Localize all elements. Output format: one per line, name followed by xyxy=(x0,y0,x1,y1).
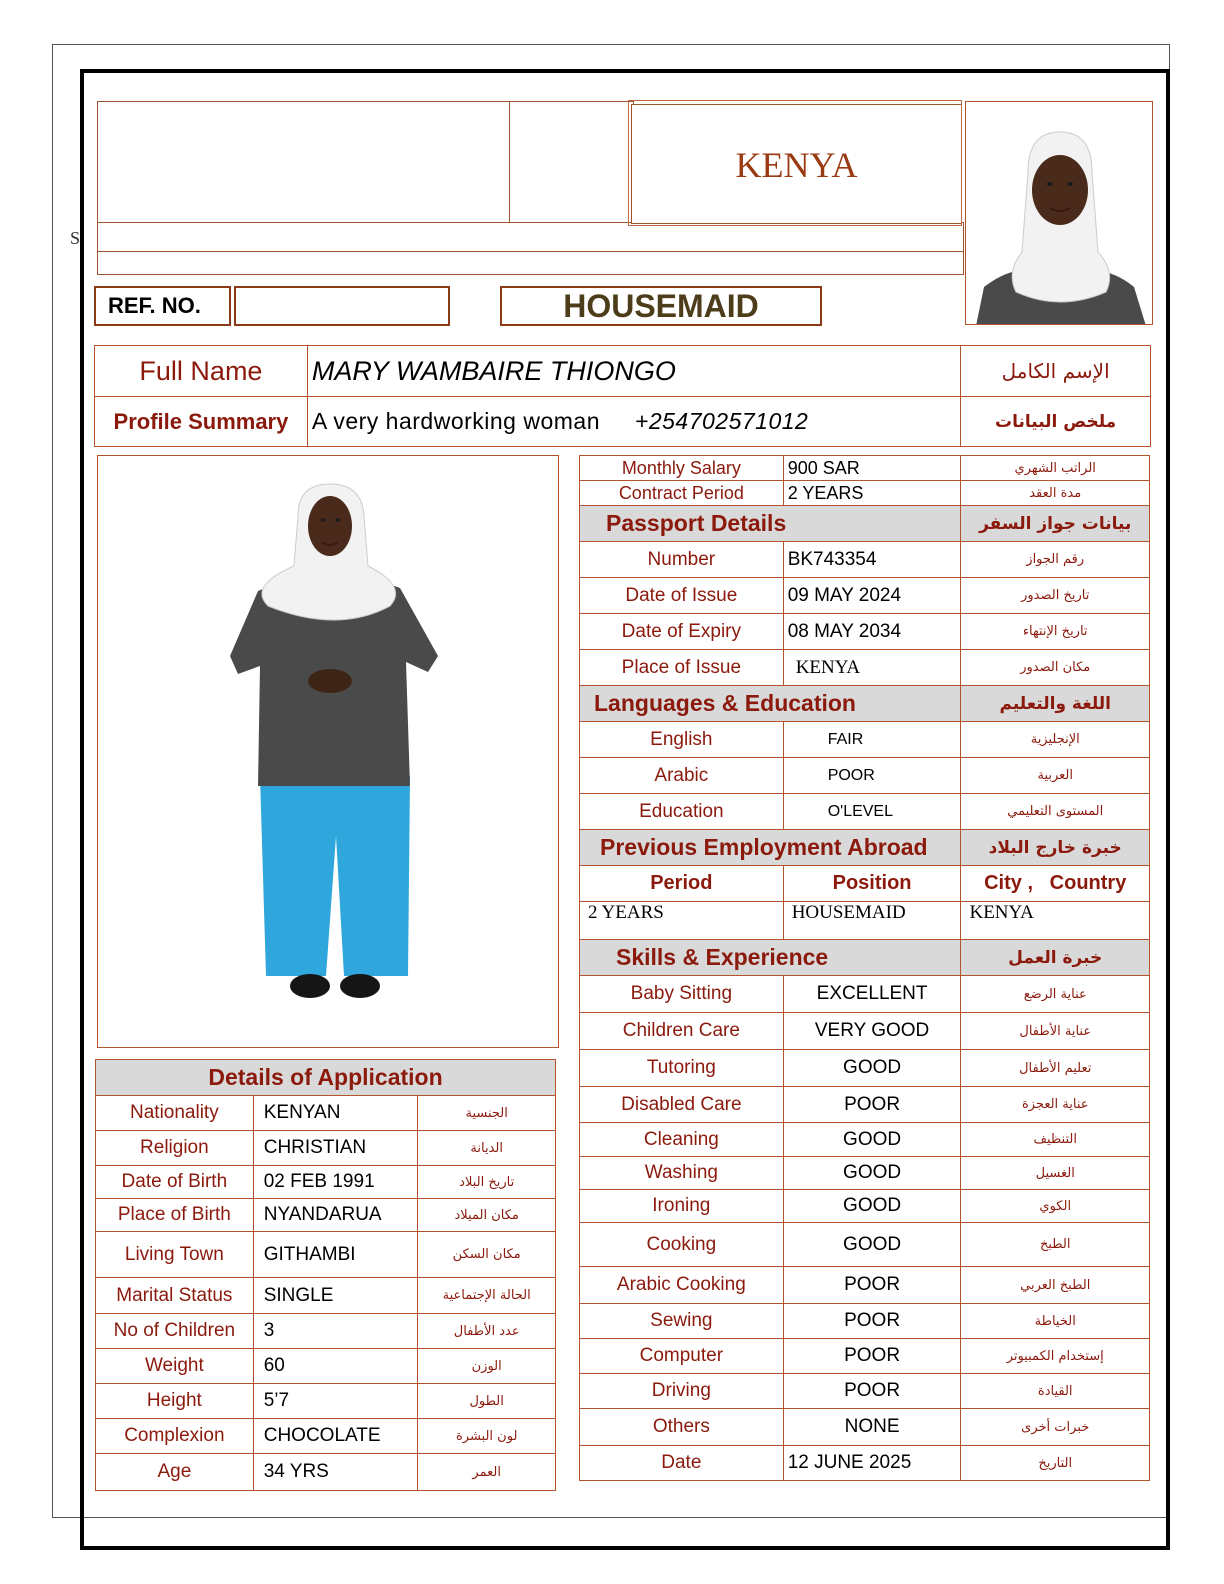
application-label: Religion xyxy=(96,1131,254,1166)
application-value: 5’7 xyxy=(253,1384,418,1419)
application-value: SINGLE xyxy=(253,1278,418,1314)
passport-label: Date of Expiry xyxy=(580,614,784,650)
application-label: Age xyxy=(96,1454,254,1491)
language-value: FAIR xyxy=(783,722,961,758)
position-box xyxy=(500,286,822,326)
contract-arabic: مدة العقد xyxy=(961,481,1150,506)
application-value: CHOCOLATE xyxy=(253,1419,418,1454)
skill-value: POOR xyxy=(783,1339,961,1374)
skill-value: GOOD xyxy=(783,1050,961,1087)
application-label: Place of Birth xyxy=(96,1199,254,1232)
application-label: Weight xyxy=(96,1349,254,1384)
contract-label: Monthly Salary xyxy=(580,456,784,481)
country-box-shadow xyxy=(628,100,962,226)
application-row xyxy=(96,1166,556,1199)
ref-value-field xyxy=(234,286,450,326)
skill-value: POOR xyxy=(783,1304,961,1339)
passport-title: Passport Details xyxy=(580,506,961,542)
country-title: KENYA xyxy=(735,145,858,185)
language-label: English xyxy=(580,722,784,758)
language-row xyxy=(580,722,1150,758)
passport-arabic: تاريخ الصدور xyxy=(961,578,1150,614)
position-title: HOUSEMAID xyxy=(563,288,759,324)
application-value: GITHAMBI xyxy=(253,1232,418,1278)
skill-row xyxy=(580,1223,1150,1267)
passport-arabic: رقم الجواز xyxy=(961,542,1150,578)
skills-header-row xyxy=(580,940,1150,976)
passport-row xyxy=(580,650,1150,686)
skill-arabic: عناية العجزة xyxy=(961,1087,1150,1123)
skill-arabic: عناية الأطفال xyxy=(961,1013,1150,1050)
skill-arabic: الخياطة xyxy=(961,1304,1150,1339)
skill-row xyxy=(580,1409,1150,1446)
contract-row xyxy=(580,456,1150,481)
passport-row xyxy=(580,614,1150,650)
skill-label: Arabic Cooking xyxy=(580,1267,784,1304)
contract-row xyxy=(580,481,1150,506)
skill-value: GOOD xyxy=(783,1157,961,1190)
skill-value: GOOD xyxy=(783,1223,961,1267)
skill-arabic: التاريخ xyxy=(961,1446,1150,1481)
application-arabic: لون البشرة xyxy=(418,1419,556,1454)
application-arabic: الجنسية xyxy=(418,1096,556,1131)
passport-header-row xyxy=(580,506,1150,542)
employment-col-city: City , Country xyxy=(961,866,1150,902)
skill-value: POOR xyxy=(783,1267,961,1304)
employment-header-row xyxy=(580,830,1150,866)
application-value: 60 xyxy=(253,1349,418,1384)
skill-label: Baby Sitting xyxy=(580,976,784,1013)
application-label: Date of Birth xyxy=(96,1166,254,1199)
skill-row xyxy=(580,1157,1150,1190)
skill-label: Driving xyxy=(580,1374,784,1409)
skill-value: GOOD xyxy=(783,1123,961,1157)
application-header-row xyxy=(96,1060,556,1096)
header-strip-1 xyxy=(97,222,964,252)
skill-row xyxy=(580,1374,1150,1409)
application-value: KENYAN xyxy=(253,1096,418,1131)
application-label: Height xyxy=(96,1384,254,1419)
contract-value: 900 SAR xyxy=(783,456,961,481)
profile-table xyxy=(94,345,1151,447)
passport-title-arabic: بيانات جواز السفر xyxy=(961,506,1150,542)
application-value: 34 YRS xyxy=(253,1454,418,1491)
passport-row xyxy=(580,578,1150,614)
header-strip-2 xyxy=(97,251,964,275)
summary-row xyxy=(95,397,1151,447)
application-arabic: الوزن xyxy=(418,1349,556,1384)
skill-label: Children Care xyxy=(580,1013,784,1050)
skill-value: EXCELLENT xyxy=(783,976,961,1013)
application-table xyxy=(95,1059,556,1491)
skill-row xyxy=(580,1013,1150,1050)
skill-label: Disabled Care xyxy=(580,1087,784,1123)
full-name-value: MARY WAMBAIRE THIONGO xyxy=(307,346,960,397)
skill-row xyxy=(580,1050,1150,1087)
ref-label: REF. NO. xyxy=(108,293,201,318)
application-arabic: عدد الأطفال xyxy=(418,1314,556,1349)
language-label: Arabic xyxy=(580,758,784,794)
application-arabic: مكان الميلاد xyxy=(418,1199,556,1232)
employment-columns-row xyxy=(580,866,1150,902)
skill-label: Cooking xyxy=(580,1223,784,1267)
employment-city: KENYA xyxy=(961,902,1150,940)
logo-box-left xyxy=(97,101,510,223)
application-arabic: الديانة xyxy=(418,1131,556,1166)
languages-title-arabic: اللغة والتعليم xyxy=(961,686,1150,722)
application-value: NYANDARUA xyxy=(253,1199,418,1232)
language-value: POOR xyxy=(783,758,961,794)
details-right-table xyxy=(579,455,1150,1481)
skill-row xyxy=(580,1267,1150,1304)
skill-label: Washing xyxy=(580,1157,784,1190)
skills-title: Skills & Experience xyxy=(580,940,961,976)
summary-text: A very hardworking woman xyxy=(311,408,600,434)
application-label: No of Children xyxy=(96,1314,254,1349)
full-name-row xyxy=(95,346,1151,397)
skill-row xyxy=(580,1339,1150,1374)
language-arabic: الإنجليزية xyxy=(961,722,1150,758)
application-label: Nationality xyxy=(96,1096,254,1131)
employment-period: 2 YEARS xyxy=(580,902,784,940)
passport-label: Number xyxy=(580,542,784,578)
application-arabic: الطول xyxy=(418,1384,556,1419)
skill-arabic: الغسيل xyxy=(961,1157,1150,1190)
skill-row xyxy=(580,976,1150,1013)
employment-title: Previous Employment Abroad xyxy=(580,830,961,866)
phone-number: +254702571012 xyxy=(634,408,809,434)
application-arabic: مكان السكن xyxy=(418,1232,556,1278)
application-row xyxy=(96,1199,556,1232)
skill-value: VERY GOOD xyxy=(783,1013,961,1050)
language-value: O'LEVEL xyxy=(783,794,961,830)
application-arabic: تاريخ البلاد xyxy=(418,1166,556,1199)
contract-label: Contract Period xyxy=(580,481,784,506)
summary-arabic: ملخص البيانات xyxy=(961,397,1151,447)
passport-label: Place of Issue xyxy=(580,650,784,686)
summary-cell xyxy=(307,397,960,447)
skill-arabic: عناية الرضع xyxy=(961,976,1150,1013)
application-title: Details of Application xyxy=(96,1060,556,1096)
language-row xyxy=(580,758,1150,794)
employment-row xyxy=(580,902,1150,940)
contract-arabic: الراتب الشهري xyxy=(961,456,1150,481)
full-body-photo xyxy=(97,455,559,1048)
application-row xyxy=(96,1349,556,1384)
skill-label: Sewing xyxy=(580,1304,784,1339)
skill-row xyxy=(580,1304,1150,1339)
application-label: Complexion xyxy=(96,1419,254,1454)
application-value: CHRISTIAN xyxy=(253,1131,418,1166)
passport-label: Date of Issue xyxy=(580,578,784,614)
languages-title: Languages & Education xyxy=(580,686,961,722)
language-arabic: المستوى التعليمي xyxy=(961,794,1150,830)
application-arabic: الحالة الإجتماعية xyxy=(418,1278,556,1314)
skill-label: Cleaning xyxy=(580,1123,784,1157)
employment-col-position: Position xyxy=(783,866,961,902)
application-row xyxy=(96,1131,556,1166)
skill-value: GOOD xyxy=(783,1190,961,1223)
application-row xyxy=(96,1314,556,1349)
skill-row xyxy=(580,1190,1150,1223)
skill-row xyxy=(580,1123,1150,1157)
full-body-illustration xyxy=(98,456,558,1047)
full-name-arabic: الإسم الكامل xyxy=(961,346,1151,397)
skill-row xyxy=(580,1446,1150,1481)
skill-arabic: الطبخ العربي xyxy=(961,1267,1150,1304)
skill-value: NONE xyxy=(783,1409,961,1446)
employment-position: HOUSEMAID xyxy=(783,902,961,940)
passport-value: 09 MAY 2024 xyxy=(783,578,961,614)
skill-value: 12 JUNE 2025 xyxy=(783,1446,961,1481)
skill-value: POOR xyxy=(783,1087,961,1123)
passport-value: KENYA xyxy=(783,650,961,686)
right-table-body xyxy=(580,456,1150,1481)
application-row xyxy=(96,1419,556,1454)
portrait-photo xyxy=(965,101,1153,325)
passport-value: 08 MAY 2034 xyxy=(783,614,961,650)
skill-label: Date xyxy=(580,1446,784,1481)
summary-label: Profile Summary xyxy=(95,397,308,447)
skill-arabic: القيادة xyxy=(961,1374,1150,1409)
passport-arabic: تاريخ الإنتهاء xyxy=(961,614,1150,650)
logo-box-middle xyxy=(509,101,634,223)
full-name-label: Full Name xyxy=(95,346,308,397)
application-table-body xyxy=(96,1096,556,1491)
language-row xyxy=(580,794,1150,830)
application-arabic: العمر xyxy=(418,1454,556,1491)
passport-row xyxy=(580,542,1150,578)
skill-row xyxy=(580,1087,1150,1123)
skill-label: Tutoring xyxy=(580,1050,784,1087)
application-row xyxy=(96,1384,556,1419)
employment-title-arabic: خبرة خارج البلاد xyxy=(961,830,1150,866)
language-arabic: العربية xyxy=(961,758,1150,794)
passport-value: BK743354 xyxy=(783,542,961,578)
skill-arabic: الطبخ xyxy=(961,1223,1150,1267)
portrait-illustration xyxy=(966,102,1153,325)
skill-value: POOR xyxy=(783,1374,961,1409)
language-label: Education xyxy=(580,794,784,830)
application-row xyxy=(96,1232,556,1278)
skill-label: Computer xyxy=(580,1339,784,1374)
skills-title-arabic: خبرة العمل xyxy=(961,940,1150,976)
application-label: Living Town xyxy=(96,1232,254,1278)
application-row xyxy=(96,1096,556,1131)
skill-label: Others xyxy=(580,1409,784,1446)
contract-value: 2 YEARS xyxy=(783,481,961,506)
languages-header-row xyxy=(580,686,1150,722)
ref-label-box xyxy=(94,286,231,326)
skill-label: Ironing xyxy=(580,1190,784,1223)
application-label: Marital Status xyxy=(96,1278,254,1314)
skill-arabic: خبرات أخرى xyxy=(961,1409,1150,1446)
employment-col-period: Period xyxy=(580,866,784,902)
skill-arabic: الكوي xyxy=(961,1190,1150,1223)
passport-arabic: مكان الصدور xyxy=(961,650,1150,686)
application-row xyxy=(96,1278,556,1314)
application-row xyxy=(96,1454,556,1491)
skill-arabic: إستخدام الكمبيوتر xyxy=(961,1339,1150,1374)
skill-arabic: التنظيف xyxy=(961,1123,1150,1157)
stray-character: S xyxy=(70,228,81,248)
application-value: 3 xyxy=(253,1314,418,1349)
application-value: 02 FEB 1991 xyxy=(253,1166,418,1199)
skill-arabic: تعليم الأطفال xyxy=(961,1050,1150,1087)
